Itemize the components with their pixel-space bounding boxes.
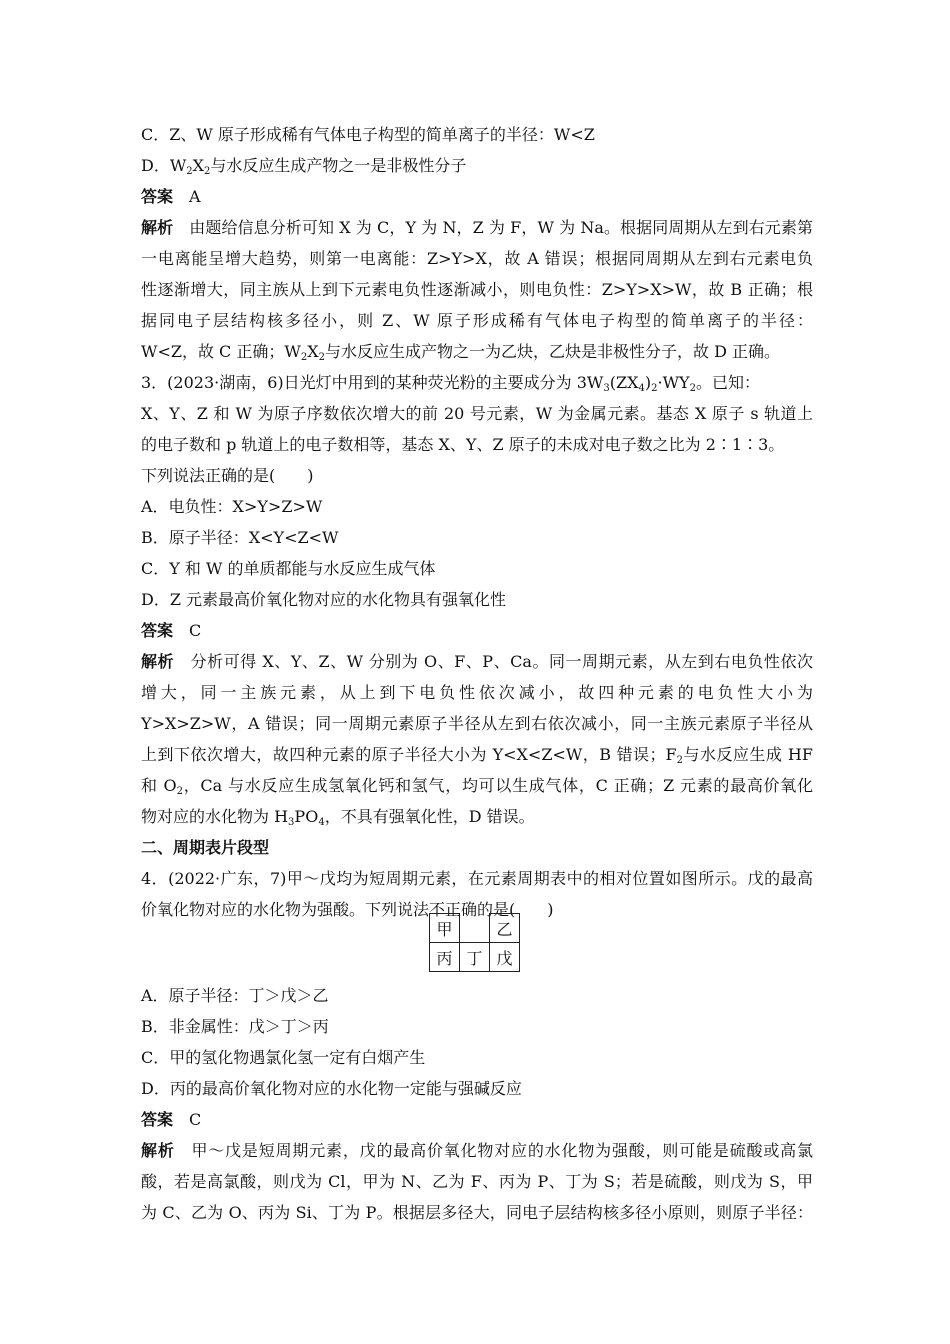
q4-option-d: D．丙的最高价氧化物对应的水化物一定能与强碱反应	[141, 1079, 522, 1098]
table-cell-bing: 丙	[430, 943, 460, 972]
periodic-table-fragment	[429, 913, 520, 972]
q4-analysis-line-1: 解析 甲～戊是短周期元素，戊的最高价氧化物对应的水化物为强酸，则可能是硫酸或高氯	[141, 1141, 813, 1160]
q4-answer: 答案 C	[141, 1110, 202, 1129]
table-row	[430, 914, 520, 943]
q3-option-b: B．原子半径：X<Y<Z<W	[141, 528, 339, 547]
q4-stem-line-2: 价氧化物对应的水化物为强酸。下列说法不正确的是( )	[141, 900, 554, 919]
table-cell-empty	[460, 914, 490, 943]
table-row	[430, 943, 520, 972]
q2-option-c: C．Z、W 原子形成稀有气体电子构型的简单离子的半径：W<Z	[141, 125, 595, 144]
q3-analysis-line-6: 物对应的水化物为 $H_3PO_4$，不具有强氧化性，D 错误。	[141, 807, 535, 828]
q3-stem-line-2: X、Y、Z 和 W 为原子序数依次增大的前 20 号元素，W 为金属元素。基态 X 原子 s 轨道上	[141, 404, 813, 423]
q2-analysis-line-4: 据同电子层结构核多径小，则 Z、W 原子形成稀有气体电子构型的简单离子的半径：	[141, 311, 813, 330]
q3-analysis-line-4: 上到下依次增大，故四种元素的原子半径大小为 Y<X<Z<W，B 错误；$F_2$与水反应生成 HF	[141, 745, 813, 766]
q2-analysis-line-1: 解析 由题给信息分析可知 X 为 C，Y 为 N，Z 为 F，W 为 Na。根据同周期从左到右元素第	[141, 218, 813, 237]
q4-option-b: B．非金属性：戊＞丁＞丙	[141, 1017, 329, 1036]
q3-stem-line-4: 下列说法正确的是( )	[141, 466, 314, 485]
analysis-label: 解析	[141, 652, 175, 671]
q4-analysis-line-2: 酸，若是高氯酸，则戊为 Cl，甲为 N、乙为 F、丙为 P、丁为 S；若是硫酸，则戊为 S，甲	[141, 1172, 813, 1191]
q3-option-d: D．Z 元素最高价氧化物对应的水化物具有强氧化性	[141, 590, 507, 609]
q3-analysis-line-1: 解析 分析可得 X、Y、Z、W 分别为 O、F、P、Ca。同一周期元素，从左到右电负性依次	[141, 652, 813, 671]
q3-option-a: A．电负性：X>Y>Z>W	[141, 497, 323, 516]
q2-analysis-line-2: 一电离能呈增大趋势，则第一电离能：Z>Y>X，故 A 错误；根据同周期从左到右元素电负	[141, 249, 813, 268]
q4-stem-line-1: 4．(2022·广东，7)甲～戊均为短周期元素，在元素周期表中的相对位置如图所示。戊的最高	[141, 869, 813, 888]
q3-stem-line-1: 3．(2023·湖南，6)日光灯中用到的某种荧光粉的主要成分为 $3W_3(ZX_4)_2\cdot WY_2$。已知：	[141, 373, 760, 394]
q2-option-d: D．$W_2X_2$与水反应生成产物之一是非极性分子	[141, 156, 467, 177]
table-cell-jia: 甲	[430, 914, 460, 943]
table-cell-ding: 丁	[460, 943, 490, 972]
q3-analysis-line-5: 和 $O_2$，Ca 与水反应生成氢氧化钙和氢气，均可以生成气体，C 正确；Z 元素的最高价氧化	[141, 776, 813, 797]
q3-option-c: C．Y 和 W 的单质都能与水反应生成气体	[141, 559, 436, 578]
q4-analysis-line-3: 为 C、乙为 O、丙为 Si、丁为 P。根据层多径大，同电子层结构核多径小原则，则原子半径：	[141, 1203, 813, 1222]
analysis-label: 解析	[141, 218, 174, 237]
q2-analysis-line-5: W<Z，故 C 正确；$W_2X_2$与水反应生成产物之一为乙炔，乙炔是非极性分子，故 D 正确。	[141, 342, 780, 363]
q3-answer: 答案 C	[141, 621, 202, 640]
q4-option-c: C．甲的氢化物遇氯化氢一定有白烟产生	[141, 1048, 426, 1067]
section-heading: 二、周期表片段型	[141, 838, 270, 857]
table-cell-yi: 乙	[490, 914, 520, 943]
q2-answer: 答案 A	[141, 187, 201, 206]
q3-analysis-line-2: 增大，同一主族元素，从上到下电负性依次减小，故四种元素的电负性大小为	[141, 683, 813, 702]
q4-option-a: A．原子半径：丁＞戊＞乙	[141, 986, 329, 1005]
table-cell-wu: 戊	[490, 943, 520, 972]
q2-analysis-line-3: 性逐渐增大，同主族从上到下元素电负性逐渐减小，则电负性：Z>Y>X>W，故 B 正确；根	[141, 280, 813, 299]
analysis-label: 解析	[141, 1141, 175, 1160]
q3-analysis-line-3: Y>X>Z>W，A 错误；同一周期元素原子半径从左到右依次减小，同一主族元素原子半径从	[141, 714, 813, 733]
q3-stem-line-3: 的电子数和 p 轨道上的电子数相等，基态 X、Y、Z 原子的未成对电子数之比为 2∶1∶3。	[141, 435, 785, 454]
